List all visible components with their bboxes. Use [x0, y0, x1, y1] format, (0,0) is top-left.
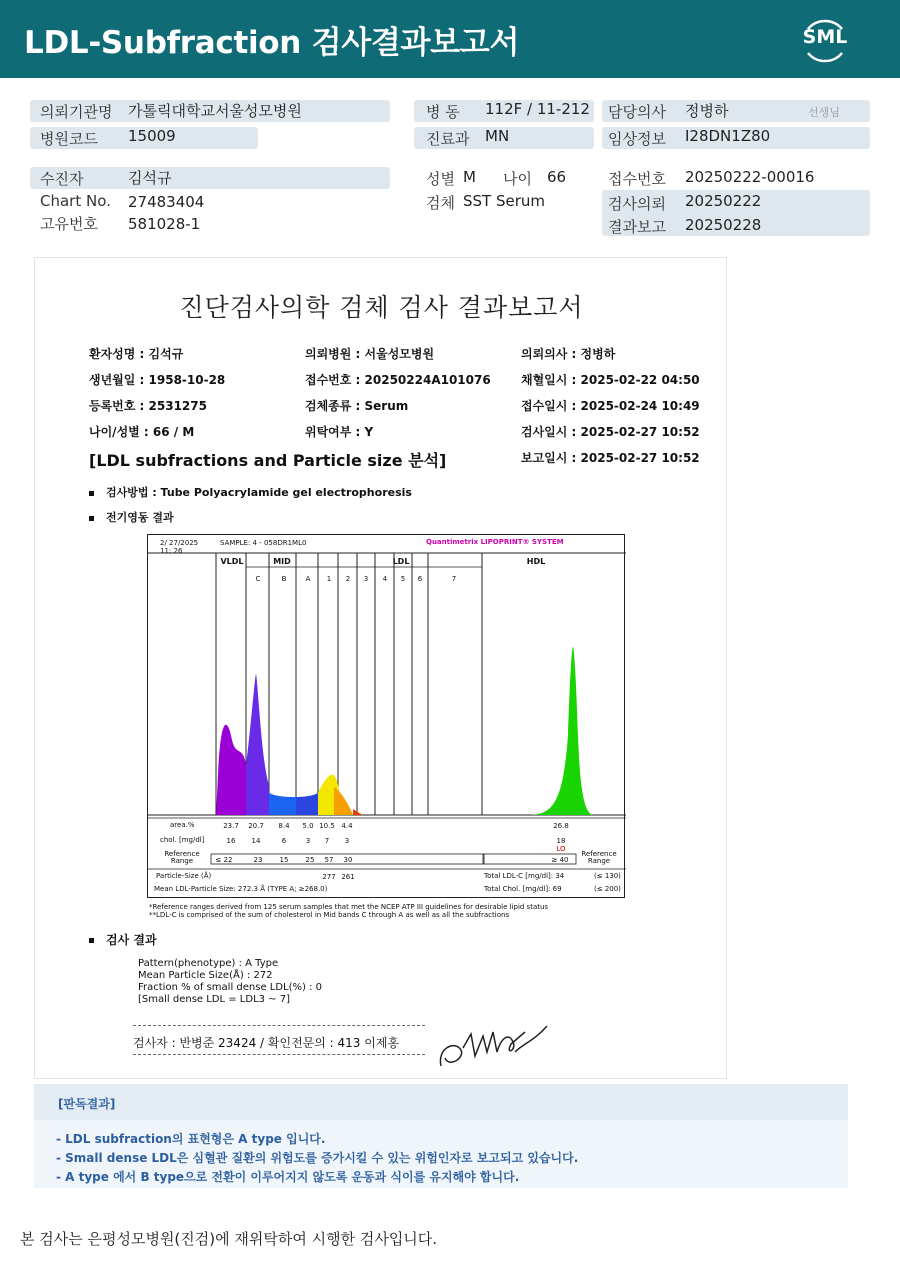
footnote-2: **LDL-C is comprised of the sum of cholesterol in Mid bands C through A as well as all the subfractions: [149, 911, 510, 919]
age-value: 66: [547, 168, 567, 186]
doctor-label: 담당의사: [608, 103, 666, 121]
report-field: 생년월일 : 1958-10-28: [89, 373, 226, 387]
report-field: 등록번호 : 2531275: [89, 399, 207, 413]
unique-label: 고유번호: [40, 215, 98, 233]
sml-logo: [798, 13, 852, 67]
report-field: 검체종류 : Serum: [305, 399, 409, 413]
vldl-peak: [216, 725, 246, 815]
sex-label: 성별: [426, 170, 455, 188]
clinical-value: I28DN1Z80: [685, 127, 771, 145]
result-line: Fraction % of small dense LDL(%) : 0: [138, 982, 323, 993]
ref-value: 25: [305, 856, 315, 864]
area-label: area.%: [170, 821, 195, 829]
report-title: 진단검사의학 검체 검사 결과보고서: [179, 293, 584, 322]
dept-label: 진료과: [426, 130, 470, 148]
area-value: 10.5: [319, 822, 335, 830]
institution-value: 가톨릭대학교서울성모병원: [128, 102, 302, 120]
area-value: 8.4: [278, 822, 290, 830]
logo-text: SML: [802, 26, 848, 48]
hdl-peak: [528, 647, 593, 815]
chart-sample: SAMPLE: 4 - 058DR1ML0: [220, 539, 307, 547]
report-field: 의뢰의사 : 정병하: [521, 347, 616, 361]
chart-date: 2/ 27/2025: [160, 539, 199, 547]
chol-value: 7: [324, 837, 330, 845]
ldl-band-label: 1: [326, 575, 332, 583]
chol-value: 6: [281, 837, 287, 845]
ref-label-right: Reference Range: [581, 850, 617, 865]
ldl-band-label: 3: [363, 575, 369, 583]
bullet: [89, 516, 94, 521]
reception-label: 접수번호: [608, 170, 666, 188]
ldl3-peak: [353, 809, 363, 815]
reception-value: 20250222-00016: [685, 168, 815, 186]
request-label: 검사의뢰: [608, 195, 666, 213]
mid-band-label: A: [305, 575, 311, 583]
signature-image: [435, 1018, 555, 1074]
report-field: 보고일시 : 2025-02-27 10:52: [521, 451, 700, 465]
result-label: 결과보고: [608, 218, 666, 236]
chol-value: 3: [344, 837, 350, 845]
doctor-value: 정병하: [685, 102, 729, 120]
total-ldl: Total LDL-C [mg/dl]: 34: [484, 872, 565, 880]
chol-value: 18: [556, 837, 566, 845]
page-title: LDL-Subfraction 검사결과보고서: [24, 25, 520, 61]
patient-value: 김석규: [128, 169, 172, 187]
dept-value: MN: [485, 127, 510, 145]
chart-no-label: Chart No.: [40, 192, 111, 210]
chol-value: 16: [226, 837, 236, 845]
chol-value: 14: [251, 837, 261, 845]
chol-value: 3: [305, 837, 311, 845]
ref-value: 57: [324, 856, 334, 864]
mid-c-peak: [246, 673, 269, 815]
report-field: 채혈일시 : 2025-02-22 04:50: [521, 373, 700, 387]
divider: [133, 1054, 425, 1055]
area-value: 5.0: [302, 822, 314, 830]
chart-plot: [148, 535, 626, 899]
mid-b-peak: [269, 793, 296, 815]
mid-band-label: C: [255, 575, 261, 583]
ward-label: 병 동: [426, 103, 460, 121]
result-line: Mean Particle Size(Å) : 272: [138, 970, 273, 981]
electrophoresis-chart: [147, 534, 625, 898]
ref-value: ≤ 22: [215, 856, 233, 864]
area-value: 20.7: [248, 822, 264, 830]
chart-system: Quantimetrix LIPOPRINT® SYSTEM: [426, 538, 564, 546]
result-heading: [89, 931, 157, 948]
judgment-line: - A type 에서 B type으로 전환이 이루어지지 않도록 운동과 식이를 유지해야 합니다.: [56, 1170, 520, 1184]
report-field: 의뢰병원 : 서울성모병원: [305, 347, 435, 361]
ldl-band-label: 4: [382, 575, 388, 583]
ldl2-peak: [334, 787, 353, 815]
total-chol: Total Chol. [mg/dl]: 69: [484, 885, 562, 893]
hdl-ref-value: ≥ 40: [551, 856, 569, 864]
specimen-value: SST Serum: [463, 192, 546, 210]
report-field: 접수일시 : 2025-02-24 10:49: [521, 399, 700, 413]
mid-band-label: B: [281, 575, 287, 583]
electro-text: 전기영동 결과: [106, 511, 174, 524]
band-label: MID: [273, 557, 291, 566]
total-ldl-ref: (≤ 130): [594, 872, 621, 880]
judgment-header: [34, 1084, 848, 1120]
band-label: LDL: [392, 557, 410, 566]
judgment-title: [판독결과]: [58, 1097, 116, 1111]
divider: [133, 1025, 425, 1026]
ldl-band-label: 7: [451, 575, 457, 583]
hospital-code-value: 15009: [128, 127, 176, 145]
footnote-1: *Reference ranges derived from 125 serum samples that met the NCEP ATP III guidelines for desirable lipid status: [149, 903, 549, 911]
ldl-band-label: 6: [417, 575, 423, 583]
sex-value: M: [463, 168, 476, 186]
unique-value: 581028-1: [128, 215, 201, 233]
clinical-label: 임상정보: [608, 130, 666, 148]
judgment-panel: [34, 1084, 848, 1188]
age-label: 나이: [503, 170, 532, 188]
report-field: 접수번호 : 20250224A101076: [305, 373, 491, 387]
bullet: [89, 938, 94, 943]
ward-value: 112F / 11-212: [485, 100, 590, 118]
method-line: [89, 484, 412, 500]
band-label: HDL: [526, 557, 546, 566]
area-value: 23.7: [223, 822, 239, 830]
particle-size-value: 277: [322, 873, 336, 881]
report-field: 검사일시 : 2025-02-27 10:52: [521, 425, 700, 439]
area-value: 4.4: [341, 822, 353, 830]
total-chol-ref: (≤ 200): [594, 885, 621, 893]
doctor-suffix: 선생님: [808, 106, 840, 119]
info-bar: [30, 167, 390, 189]
chol-label: chol. [mg/dl]: [160, 836, 205, 844]
band-label: VLDL: [220, 557, 244, 566]
result-head-text: 검사 결과: [106, 933, 157, 947]
result-value: 20250228: [685, 216, 762, 234]
judgment-line: - Small dense LDL은 심혈관 질환의 위험도를 증가시킬 수 있는 위험인자로 보고되고 있습니다.: [56, 1151, 579, 1165]
result-line: [Small dense LDL = LDL3 ~ 7]: [138, 994, 291, 1005]
result-line: Pattern(phenotype) : A Type: [138, 958, 279, 969]
ldl-band-label: 2: [345, 575, 351, 583]
hdl-flag: LO: [556, 845, 566, 853]
bullet: [89, 491, 94, 496]
ldl-band-label: 5: [400, 575, 406, 583]
report-field: 위탁여부 : Y: [305, 425, 374, 439]
ref-value: 23: [253, 856, 263, 864]
report-field: 나이/성별 : 66 / M: [89, 425, 195, 439]
institution-label: 의뢰기관명: [40, 103, 113, 121]
request-value: 20250222: [685, 192, 762, 210]
mid-a-peak: [296, 793, 318, 815]
chart-time: 11: 26: [160, 547, 183, 555]
hospital-code-label: 병원코드: [40, 130, 98, 148]
header-bar: [0, 0, 900, 78]
signature-line: 검사자 : 반병준 23424 / 확인전문의 : 413 이제홍: [133, 1036, 400, 1050]
judgment-line: - LDL subfraction의 표현형은 A type 입니다.: [56, 1132, 326, 1146]
electro-heading: [89, 509, 174, 525]
mean-size: Mean LDL-Particle Size: 272.3 Å (TYPE A; ≥268.0): [154, 885, 328, 893]
particle-size-value: 261: [341, 873, 355, 881]
analysis-subhead: [LDL subfractions and Particle size 분석]: [89, 451, 447, 470]
area-value: 26.8: [553, 822, 569, 830]
ref-value: 15: [279, 856, 289, 864]
particle-size-label: Particle-Size (Å): [156, 872, 212, 880]
chart-no-value: 27483404: [128, 193, 205, 211]
ref-label: Reference Range: [164, 850, 200, 865]
ref-value: 30: [343, 856, 353, 864]
patient-label: 수진자: [40, 170, 84, 188]
footer-note: 본 검사는 은평성모병원(진검)에 재위탁하여 시행한 검사입니다.: [20, 1230, 438, 1248]
specimen-label: 검체: [426, 194, 455, 212]
report-field: 환자성명 : 김석규: [89, 347, 184, 361]
method-text: 검사방법 : Tube Polyacrylamide gel electrophoresis: [106, 486, 412, 499]
